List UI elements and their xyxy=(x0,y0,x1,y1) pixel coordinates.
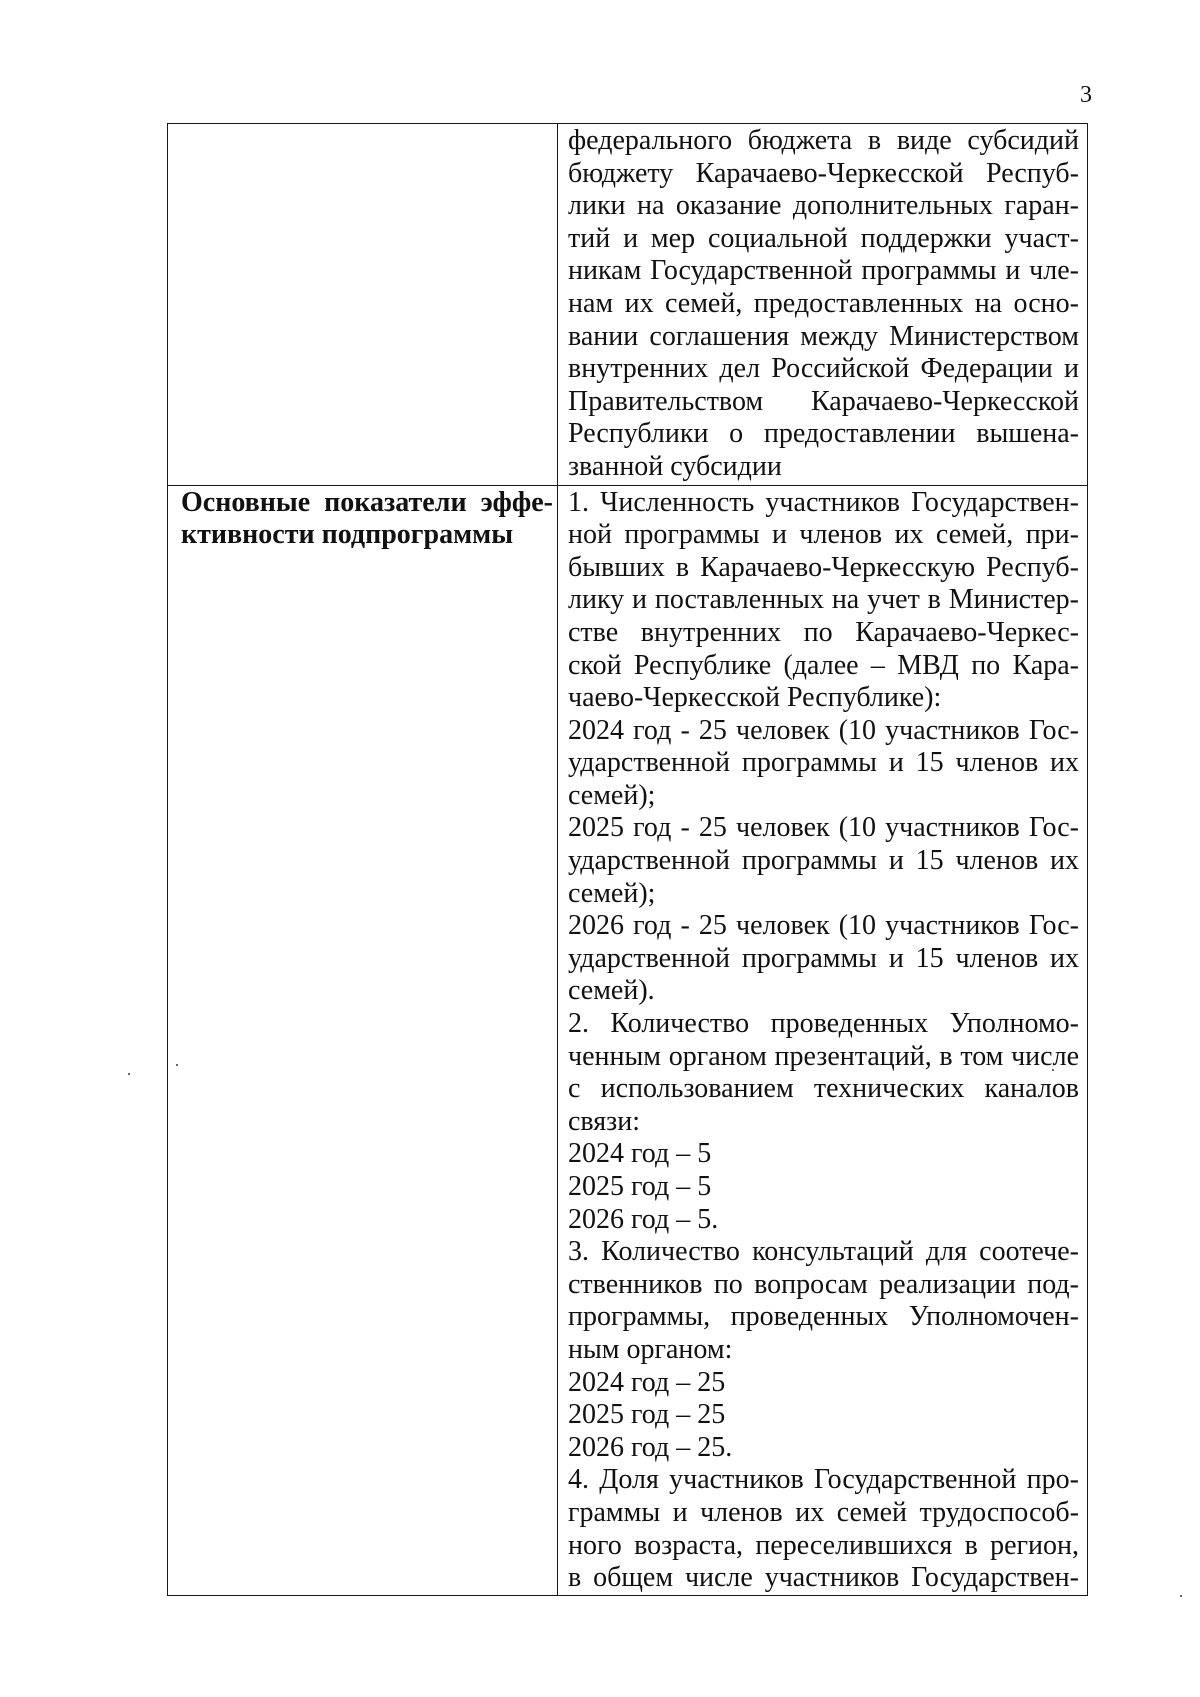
text-line: никам Государственной программы и чле- xyxy=(568,255,1079,287)
indicators-list xyxy=(558,486,1087,1595)
indicators-heading xyxy=(168,486,557,552)
text-line: ктивности подпрограммы xyxy=(181,519,514,551)
text-line: 2026 год - 25 человек (10 участников Гос- xyxy=(568,910,1079,942)
text-line: ской Республике (далее – МВД по Кара- xyxy=(568,649,1079,681)
text-line: связи: xyxy=(568,1105,640,1137)
text-line: чаево-Черкесской Республике): xyxy=(568,682,942,714)
text-line: 2. Количество проведенных Уполномо- xyxy=(568,1008,1079,1040)
text-line: ударственной программы и 15 членов их xyxy=(568,747,1079,779)
text-line: в общем числе участников Государствен- xyxy=(568,1562,1079,1594)
text-line: лику и поставленных на учет в Министер- xyxy=(568,584,1079,616)
text-line: нам их семей, предоставленных на осно- xyxy=(568,287,1079,319)
text-line: ударственной программы и 15 членов их xyxy=(568,942,1079,974)
text-line: семей); xyxy=(568,779,656,811)
text-line: лики на оказание дополнительных гаран- xyxy=(568,190,1079,222)
text-line: с использованием технических каналов xyxy=(568,1073,1079,1105)
text-line: ченным органом презентаций, в том числе xyxy=(568,1040,1079,1072)
text-line: 2024 год – 5 xyxy=(568,1138,712,1170)
text-line: Республики о предоставлении вышена- xyxy=(568,418,1079,450)
text-line: семей); xyxy=(568,877,656,909)
text-line: ной программы и членов их семей, при- xyxy=(568,519,1079,551)
text-line: ударственной программы и 15 членов их xyxy=(568,845,1079,877)
scan-speck xyxy=(128,1073,130,1075)
text-line: ным органом: xyxy=(568,1333,733,1365)
document-table xyxy=(167,123,1088,1596)
text-line: вании соглашения между Министерством xyxy=(568,320,1079,352)
text-line: Правительством Карачаево-Черкесской xyxy=(568,385,1079,417)
text-line: 2024 год – 25 xyxy=(568,1366,726,1398)
table-cell-indicators-text xyxy=(558,485,1088,1595)
table-cell-empty xyxy=(168,124,558,486)
text-line: 2026 год – 25. xyxy=(568,1431,733,1463)
text-line: семей). xyxy=(568,975,655,1007)
text-line: ного возраста, переселившихся в регион, xyxy=(568,1529,1079,1561)
page-number: 3 xyxy=(1080,82,1092,108)
funding-paragraph xyxy=(558,124,1087,485)
table-cell-indicators-heading xyxy=(168,485,558,1595)
text-line: стве внутренних по Карачаево-Черкес- xyxy=(568,616,1079,648)
text-line: званной субсидии xyxy=(568,450,782,482)
scan-speck xyxy=(1180,1595,1182,1597)
text-line: 2025 год – 25 xyxy=(568,1399,726,1431)
text-line: бюджету Карачаево-Черкесской Респуб- xyxy=(568,157,1079,189)
text-line: 2024 год - 25 человек (10 участников Гос- xyxy=(568,714,1079,746)
table-row xyxy=(168,124,1088,486)
text-line: 1. Численность участников Государствен- xyxy=(568,486,1079,518)
text-line: ственников по вопросам реализации под- xyxy=(568,1268,1079,1300)
text-line: внутренних дел Российской Федерации и xyxy=(568,353,1079,385)
text-line: 2026 год – 5. xyxy=(568,1203,719,1235)
text-line: тий и мер социальной поддержки участ- xyxy=(568,222,1079,254)
text-line: 2025 год – 5 xyxy=(568,1171,712,1202)
text-line: программы, проведенных Уполномочен- xyxy=(568,1301,1079,1333)
text-line: 4. Доля участников Государственной про- xyxy=(568,1464,1079,1496)
text-line: федерального бюджета в виде субсидий xyxy=(568,125,1079,156)
text-line: бывших в Карачаево-Черкесскую Респуб- xyxy=(568,551,1079,583)
text-line: 2025 год - 25 человек (10 участников Гос- xyxy=(568,812,1079,844)
table-cell-funding-text xyxy=(558,124,1088,486)
text-line: Основные показатели эффе- xyxy=(181,486,553,518)
table-row xyxy=(168,485,1088,1595)
text-line: граммы и членов их семей трудоспособ- xyxy=(568,1496,1079,1528)
text-line: 3. Количество консультаций для соотече- xyxy=(568,1236,1079,1268)
